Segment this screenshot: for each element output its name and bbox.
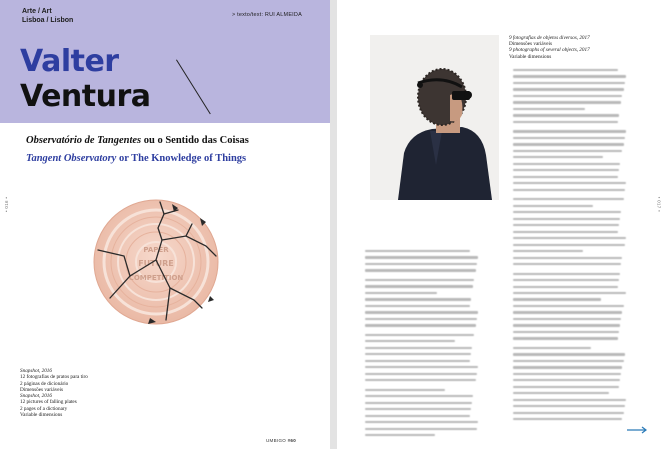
text-line (365, 353, 471, 355)
caption-line-2: 12 fotografias de pratos para tiro (20, 374, 88, 381)
text-line (513, 143, 624, 145)
text-line (365, 318, 477, 320)
caption-line-1: Snapshot, 2016 (20, 368, 52, 374)
text-line (513, 418, 622, 420)
text-line (513, 337, 618, 339)
text-line (365, 340, 455, 342)
text-line (365, 408, 471, 410)
arrow-right-icon[interactable] (627, 426, 649, 434)
title-last-name: Ventura (20, 79, 151, 114)
text-line (513, 263, 621, 265)
text-line (513, 386, 619, 388)
text-line (513, 318, 621, 320)
text-line (513, 257, 622, 259)
text-line (365, 285, 473, 287)
text-line (513, 331, 619, 333)
right-side-folio: • 017 • (656, 196, 661, 212)
text-line (513, 137, 625, 139)
right-image-caption (509, 35, 649, 60)
text-line (513, 347, 591, 349)
plate-text-middle: FUTURE (138, 259, 174, 268)
text-line (513, 114, 619, 116)
text-line (365, 428, 477, 430)
text-line (365, 311, 478, 313)
text-line (513, 392, 609, 394)
text-line (513, 121, 618, 123)
helmet-figure-photo (370, 35, 499, 200)
subtitle-pt-italic: Observatório de Tangentes (26, 135, 142, 146)
text-line (513, 405, 625, 407)
text-line (365, 298, 471, 300)
text-line (365, 415, 470, 417)
text-line (513, 237, 626, 239)
left-image-caption (20, 368, 88, 418)
right-caption-line-3: 9 photographs of several objects, 2017 (509, 47, 590, 54)
text-line (513, 286, 618, 288)
left-page (0, 0, 330, 449)
text-line (513, 360, 624, 362)
text-line (513, 189, 625, 191)
caption-line-5: Snapshot, 2016 (20, 393, 52, 400)
text-line (365, 347, 472, 349)
caption-line-8: Variable dimensions (20, 412, 63, 419)
text-line (513, 75, 626, 77)
page-footer (266, 438, 296, 443)
text-line (513, 366, 622, 368)
text-line (513, 101, 621, 103)
text-line (513, 176, 618, 178)
text-line (513, 205, 593, 207)
text-line (365, 373, 477, 375)
text-line (513, 150, 622, 152)
text-line (513, 412, 624, 414)
text-line (513, 88, 624, 90)
text-line (513, 211, 621, 213)
caption-line-7: 2 pages of a dictionary (20, 405, 68, 412)
subtitle-en-rest: or The Knowledge of Things (116, 153, 247, 164)
right-caption-line-1: 9 fotografias de objetos diversos, 2017 (509, 35, 590, 41)
text-line (513, 273, 620, 275)
article-text-column-2 (513, 69, 627, 425)
right-caption-line-2: Dimensões variáveis (509, 41, 553, 48)
text-line (365, 389, 445, 391)
right-caption-line-4: Variable dimensions (509, 53, 552, 60)
text-line (513, 399, 626, 401)
subtitle-portuguese (26, 135, 249, 146)
text-line (365, 256, 478, 258)
text-line (513, 182, 626, 184)
plate-text-bottom: COMPETITION (128, 274, 184, 282)
text-line (513, 82, 625, 84)
author-credit: > texto/text: RUI ALMEIDA (232, 12, 302, 18)
subtitle-english (26, 153, 246, 164)
text-line (365, 279, 474, 281)
text-line (365, 360, 470, 362)
text-line (365, 263, 477, 265)
text-line (513, 108, 585, 110)
plate-text-top: PAPER (143, 246, 169, 254)
text-line (365, 250, 470, 252)
caption-line-6: 12 pictures of falling plates (20, 399, 77, 406)
text-line (513, 163, 620, 165)
text-line (513, 169, 619, 171)
subtitle-pt-rest: ou o Sentido das Coisas (141, 135, 249, 146)
text-line (513, 279, 619, 281)
text-line (513, 353, 625, 355)
text-line (365, 402, 472, 404)
title-first-name: Valter (20, 44, 119, 79)
text-line (365, 366, 478, 368)
text-line (513, 298, 601, 300)
text-line (513, 373, 621, 375)
left-side-folio: • 016 • (4, 196, 9, 212)
text-line (365, 434, 435, 436)
text-line (513, 69, 618, 71)
footer-magazine: UMBIGO (266, 438, 287, 443)
section-line-1: Arte / Art (22, 8, 52, 15)
text-line (365, 269, 476, 271)
text-line (513, 292, 626, 294)
text-line (513, 231, 618, 233)
subtitle-en-italic: Tangent Observatory (26, 153, 117, 164)
text-line (365, 421, 478, 423)
text-line (513, 156, 603, 158)
text-line (513, 198, 624, 200)
text-line (365, 379, 476, 381)
footer-issue: #60 (287, 438, 297, 443)
text-line (513, 311, 622, 313)
text-line (365, 334, 474, 336)
text-line (513, 324, 620, 326)
caption-line-3: 2 páginas de dicionário (20, 380, 69, 387)
text-line (513, 95, 622, 97)
text-line (513, 305, 624, 307)
broken-plate-image (90, 196, 222, 328)
section-label (22, 7, 73, 25)
text-line (365, 324, 476, 326)
section-line-2: Lisboa / Lisbon (22, 17, 74, 24)
article-text-column-1 (365, 250, 479, 441)
text-line (513, 379, 620, 381)
text-line (513, 224, 619, 226)
text-line (365, 305, 470, 307)
text-line (513, 250, 583, 252)
text-line (365, 292, 437, 294)
text-line (365, 395, 473, 397)
text-line (513, 244, 625, 246)
text-line (513, 218, 620, 220)
right-page (337, 0, 665, 449)
text-line (513, 130, 626, 132)
caption-line-4: Dimensões variáveis (20, 386, 64, 393)
